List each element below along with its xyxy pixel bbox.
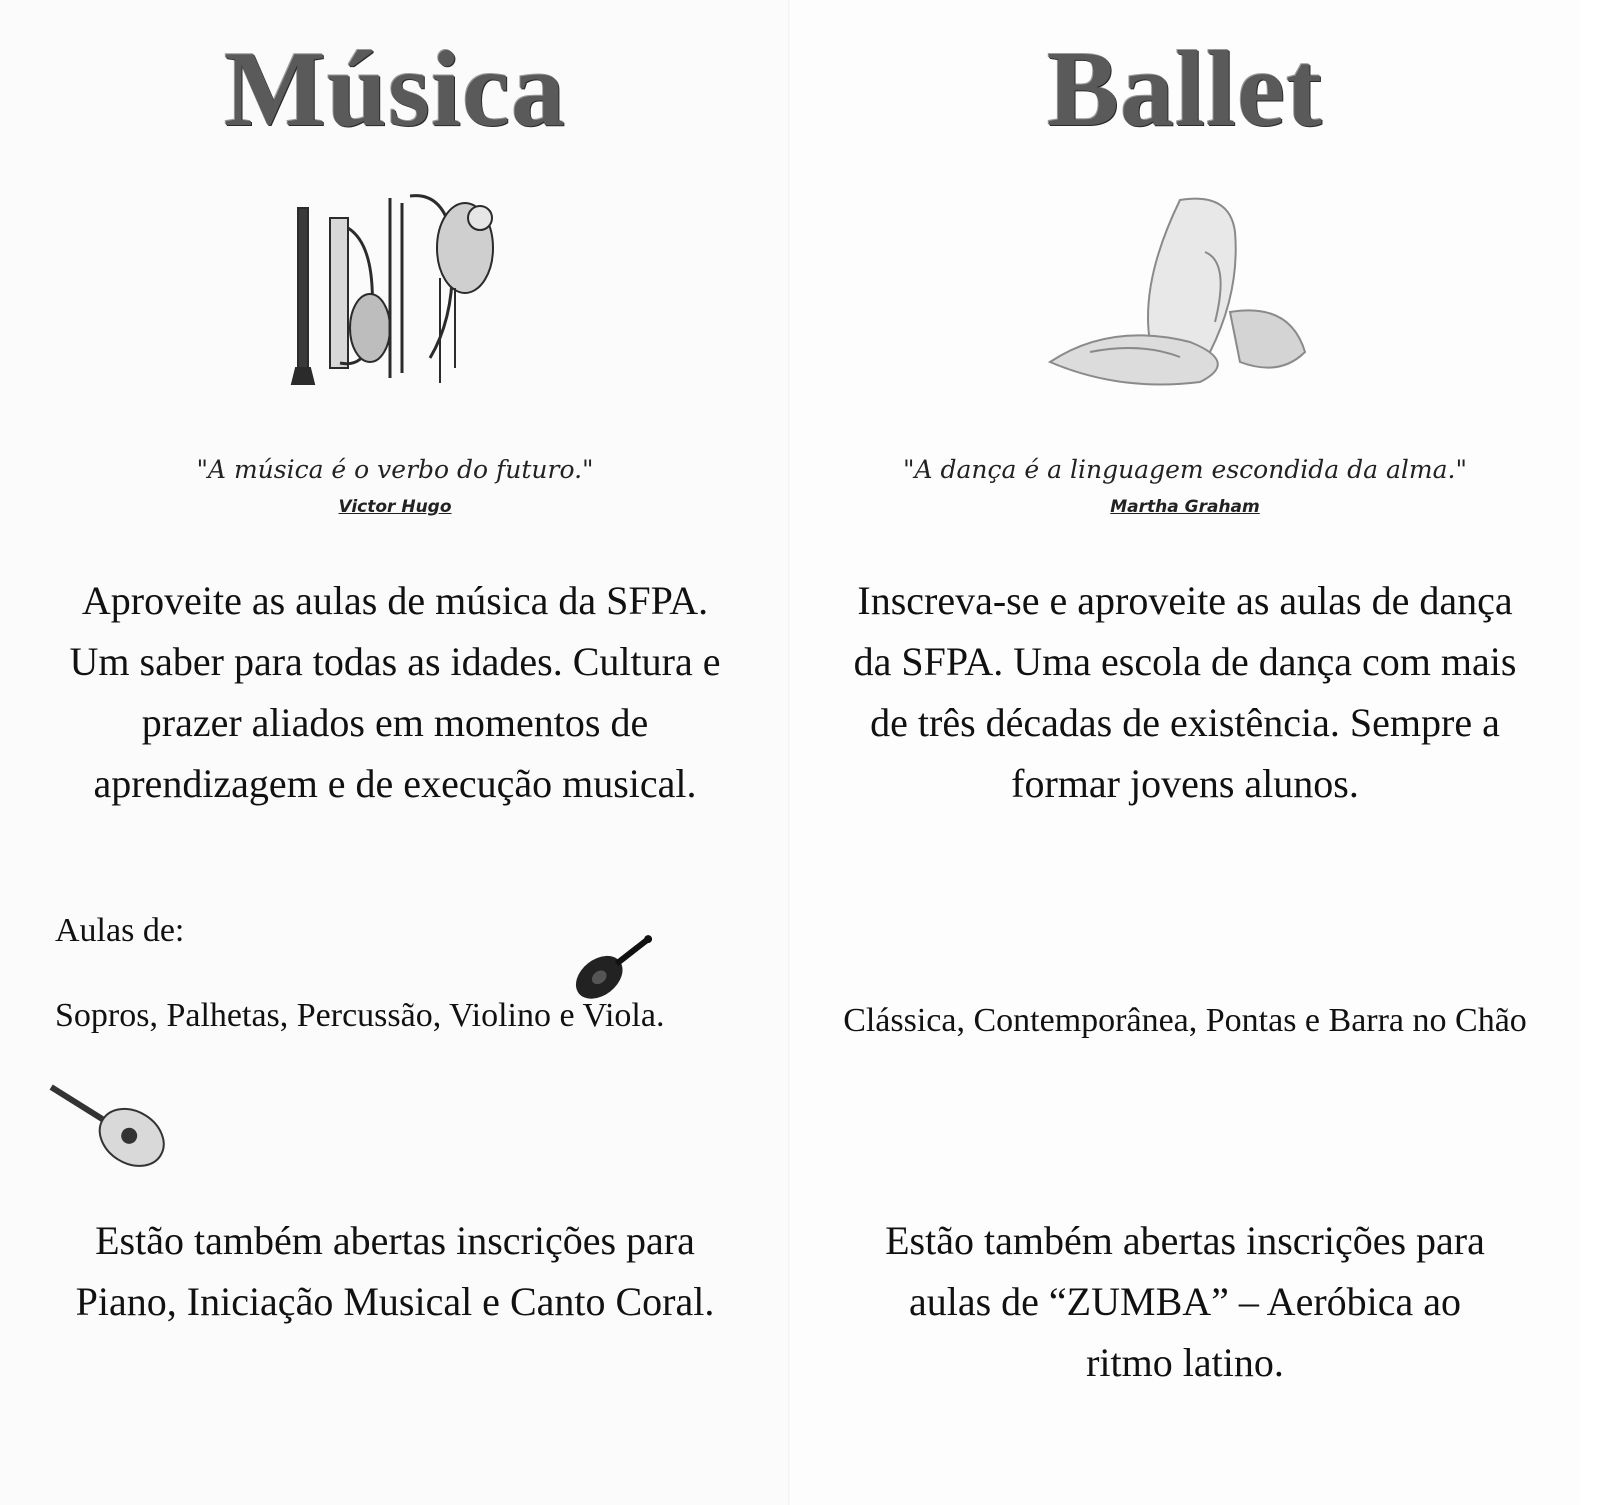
musica-classes-list: Sopros, Palhetas, Percussão, Violino e Viola. xyxy=(55,997,665,1034)
ballet-author: Martha Graham xyxy=(1110,497,1260,517)
ballet-extra: Estão também abertas inscrições para aulas de “ZUMBA” – Aeróbica ao ritmo latino. xyxy=(885,1218,1485,1385)
ballet-panel xyxy=(790,0,1580,1505)
musica-quote: "A música é o verbo do futuro." xyxy=(196,455,594,484)
ballet-styles: Clássica, Contemporânea, Pontas e Barra no Chão xyxy=(843,1002,1527,1039)
musica-extra: Estão também abertas inscrições para Piano, Iniciação Musical e Canto Coral. xyxy=(75,1218,715,1324)
ballet-quote: "A dança é a linguagem escondida da alma." xyxy=(903,455,1467,484)
ballet-title: Ballet xyxy=(1047,30,1323,149)
musica-classes-heading: Aulas de: xyxy=(55,912,185,949)
ballet-intro: Inscreva-se e aproveite as aulas de dança da SFPA. Uma escola de dança com mais de três décadas de existência. Sempre a formar jovens alunos. xyxy=(853,578,1517,806)
ballet-shoes-icon xyxy=(1030,192,1330,392)
musica-author: Victor Hugo xyxy=(338,497,452,517)
wind-instruments-icon xyxy=(290,188,505,393)
musica-title: Música xyxy=(224,30,566,149)
musica-panel xyxy=(0,0,790,1505)
musica-intro: Aproveite as aulas de música da SFPA. Um saber para todas as idades. Cultura e prazer aliados em momentos de aprendizagem e de execução musical. xyxy=(69,578,721,806)
guitar-icon xyxy=(40,1075,180,1175)
